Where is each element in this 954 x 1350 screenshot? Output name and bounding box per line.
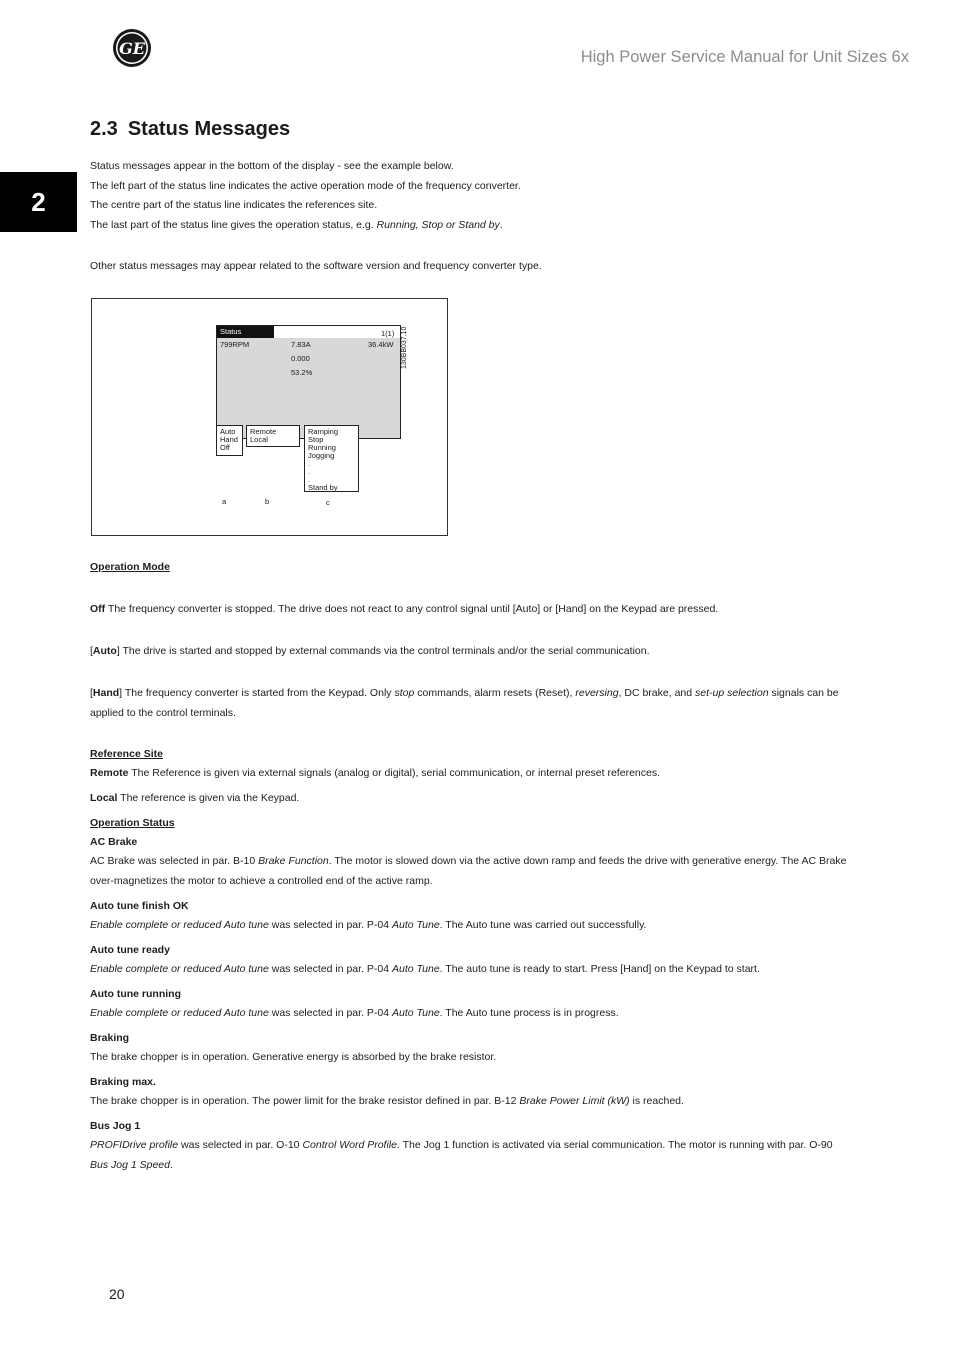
lcd-display (216, 325, 401, 439)
status-running: Running (308, 443, 336, 452)
label-b: b (265, 497, 270, 506)
section-title: Status Messages (127, 118, 291, 140)
label-c: c (326, 498, 330, 507)
page-number: 20 (109, 1286, 125, 1302)
status-ramping: Ramping (308, 427, 339, 436)
hand-description: [Hand] The frequency converter is started from the Keypad. Only stop commands, alarm resets (Reset), reversing, DC brake, and set-up selection signals can be applied to the control terminals. (90, 687, 839, 719)
mode-hand: Hand (220, 435, 238, 444)
status-standby: Stand by (308, 483, 338, 492)
operation-mode-heading: Operation Mode (90, 561, 170, 573)
intro-line: Status messages appear in the bottom of the display - see the example below. (90, 160, 454, 172)
status-ellipsis: . (308, 459, 311, 468)
auto-tune-ok-title: Auto tune finish OK (90, 900, 189, 912)
auto-tune-ok-text: Enable complete or reduced Auto tune was selected in par. P-04 Auto Tune. The Auto tune was carried out successfully. (90, 919, 647, 931)
mode-off: Off (220, 443, 230, 452)
setup-indicator: 1(1) (381, 329, 395, 338)
braking-max-text: The brake chopper is in operation. The power limit for the brake resistor defined in par. B-12 Brake Power Limit (kW) is reached. (90, 1095, 684, 1107)
ac-brake-text: AC Brake was selected in par. B-10 Brake Function. The motor is slowed down via the active down ramp and feeds the drive with generative energy. The AC Brake over-magnetizes the motor to achieve a controlled end of the active ramp. (90, 855, 847, 887)
status-label: Status (217, 326, 274, 338)
site-local: Local (250, 435, 268, 444)
display-value-2: 53.2% (291, 368, 313, 377)
power-value: 36.4kW (368, 340, 394, 349)
section-heading (90, 118, 290, 141)
local-description: Local The reference is given via the Keypad. (90, 792, 300, 804)
intro-line: The centre part of the status line indicates the references site. (90, 199, 378, 211)
other-messages-note: Other status messages may appear related to the software version and frequency converter type. (90, 260, 542, 272)
operation-status-box (304, 425, 359, 492)
label-a: a (222, 497, 227, 506)
status-ellipsis: . (308, 467, 311, 476)
display-figure (91, 298, 448, 536)
chapter-tab: 2 (0, 172, 77, 232)
status-jogging: Jogging (308, 451, 335, 460)
status-ellipsis: . (308, 475, 311, 484)
current-value: 7.83A (291, 340, 311, 349)
bus-jog-text: PROFIDrive profile was selected in par. O-10 Control Word Profile. The Jog 1 function is activated via serial communication. The motor is running with par. O-90 Bus Jog 1 Speed. (90, 1139, 833, 1171)
reference-site-box (246, 425, 300, 447)
off-description: Off The frequency converter is stopped. The drive does not react to any control signal until [Auto] or [Hand] on the Keypad are pressed. (90, 603, 719, 615)
bus-jog-title: Bus Jog 1 (90, 1120, 141, 1132)
mode-auto: Auto (220, 427, 236, 436)
reference-site-heading: Reference Site (90, 748, 163, 760)
rpm-value: 799RPM (220, 340, 250, 349)
auto-tune-ready-text: Enable complete or reduced Auto tune was selected in par. P-04 Auto Tune. The auto tune is ready to start. Press [Hand] on the Keypad to start. (90, 963, 760, 975)
ge-logo (112, 28, 152, 68)
operation-status-heading: Operation Status (90, 817, 175, 829)
intro-line: The left part of the status line indicates the active operation mode of the frequency converter. (90, 179, 521, 192)
intro-paragraph (90, 157, 850, 235)
remote-description: Remote The Reference is given via external signals (analog or digital), serial communication, or internal preset references. (90, 767, 661, 779)
document-title: High Power Service Manual for Unit Sizes 6x (580, 48, 909, 66)
operation-mode-box (216, 425, 243, 456)
section-number: 2.3 (90, 118, 118, 140)
logo-text: GE (119, 39, 145, 58)
display-value-1: 0.000 (291, 354, 310, 363)
braking-text: The brake chopper is in operation. Generative energy is absorbed by the brake resistor. (90, 1051, 497, 1063)
auto-tune-running-text: Enable complete or reduced Auto tune was selected in par. P-04 Auto Tune. The Auto tune process is in progress. (90, 1007, 619, 1019)
site-remote: Remote (250, 427, 277, 436)
braking-title: Braking (90, 1032, 130, 1044)
ac-brake-title: AC Brake (90, 836, 138, 848)
auto-tune-ready-title: Auto tune ready (90, 944, 170, 956)
braking-max-title: Braking max. (90, 1076, 156, 1088)
status-stop: Stop (308, 435, 324, 444)
auto-description: [Auto] The drive is started and stopped by external commands via the control terminals and/or the serial communication. (90, 645, 650, 657)
intro-line: The last part of the status line gives the operation status, e.g. Running, Stop or Stand by. (90, 218, 503, 231)
figure-id: 130BB037.10 (401, 326, 408, 369)
auto-tune-running-title: Auto tune running (90, 988, 181, 1000)
